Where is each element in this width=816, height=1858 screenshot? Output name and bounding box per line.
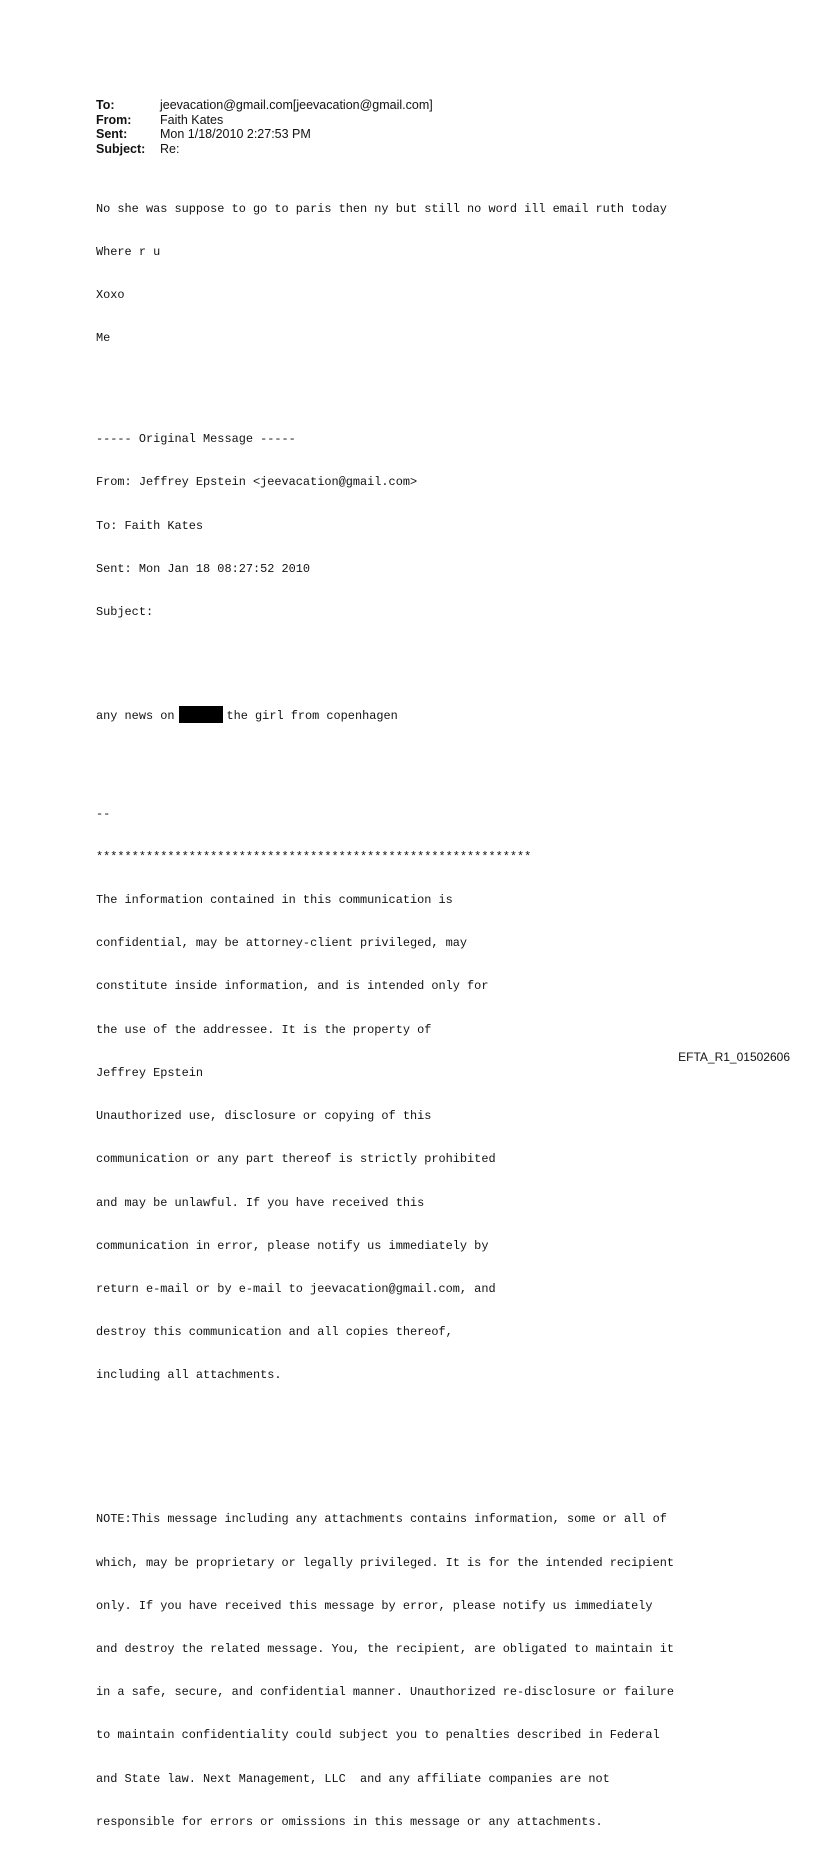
original-message-line [96, 706, 776, 723]
reply-line: Where r u [96, 245, 161, 260]
email-body [96, 173, 776, 1858]
email-header [96, 98, 433, 156]
reply-line: Me [96, 331, 111, 346]
note-line: responsible for errors or omissions in this message or any attachments. [96, 1814, 603, 1829]
disclaimer-line: the use of the addressee. It is the property of [96, 1022, 432, 1037]
star-divider: ************************************************************* [96, 849, 532, 864]
signature-dashes: -- [96, 806, 111, 821]
sent-value: Mon 1/18/2010 2:27:53 PM [160, 127, 311, 142]
subject-label: Subject: [96, 141, 146, 156]
disclaimer-line: confidential, may be attorney-client privileged, may [96, 936, 468, 951]
original-message-divider: ----- Original Message ----- [96, 432, 296, 447]
redaction-box [179, 706, 223, 723]
disclaimer-line: including all attachments. [96, 1368, 282, 1383]
subject-value: Re: [160, 141, 180, 156]
original-to: To: Faith Kates [96, 518, 204, 533]
from-row [96, 113, 433, 128]
disclaimer-line: return e-mail or by e-mail to jeevacation@gmail.com, and [96, 1281, 496, 1296]
original-sent: Sent: Mon Jan 18 08:27:52 2010 [96, 561, 311, 576]
to-row [96, 98, 433, 113]
note-line: and destroy the related message. You, the recipient, are obligated to maintain it [96, 1641, 674, 1656]
disclaimer-line: communication in error, please notify us immediately by [96, 1238, 489, 1253]
note-line: only. If you have received this message by error, please notify us immediately [96, 1598, 653, 1613]
disclaimer-line: Jeffrey Epstein [96, 1065, 204, 1080]
reply-line: Xoxo [96, 288, 125, 303]
to-label: To: [96, 98, 115, 112]
sent-row [96, 127, 433, 142]
from-label: From: [96, 112, 132, 127]
sent-label: Sent: [96, 127, 128, 142]
note-line: and State law. Next Management, LLC and any affiliate companies are not [96, 1771, 610, 1786]
note-line: which, may be proprietary or legally privileged. It is for the intended recipient [96, 1555, 674, 1570]
reply-line: No she was suppose to go to paris then ny but still no word ill email ruth today [96, 201, 667, 216]
message-text-before: any news on [96, 708, 175, 723]
original-from: From: Jeffrey Epstein <jeevacation@gmail.com> [96, 475, 418, 490]
note-line: in a safe, secure, and confidential manner. Unauthorized re-disclosure or failure [96, 1685, 674, 1700]
disclaimer-line: destroy this communication and all copies thereof, [96, 1325, 453, 1340]
disclaimer-line: Unauthorized use, disclosure or copying of this [96, 1109, 432, 1124]
disclaimer-line: The information contained in this communication is [96, 893, 453, 908]
document-id: EFTA_R1_01502606 [678, 1050, 790, 1064]
subject-row [96, 142, 433, 157]
disclaimer-line: communication or any part thereof is strictly prohibited [96, 1152, 496, 1167]
disclaimer-line: constitute inside information, and is intended only for [96, 979, 489, 994]
from-value: Faith Kates [160, 112, 224, 127]
note-line: to maintain confidentiality could subject you to penalties described in Federal [96, 1728, 660, 1743]
note-line: NOTE:This message including any attachments contains information, some or all of [96, 1512, 667, 1527]
disclaimer-line: and may be unlawful. If you have received this [96, 1195, 425, 1210]
to-value: jeevacation@gmail.com[jeevacation@gmail.com] [160, 98, 433, 112]
message-text-after: the girl from copenhagen [226, 708, 398, 723]
original-subject: Subject: [96, 605, 154, 620]
